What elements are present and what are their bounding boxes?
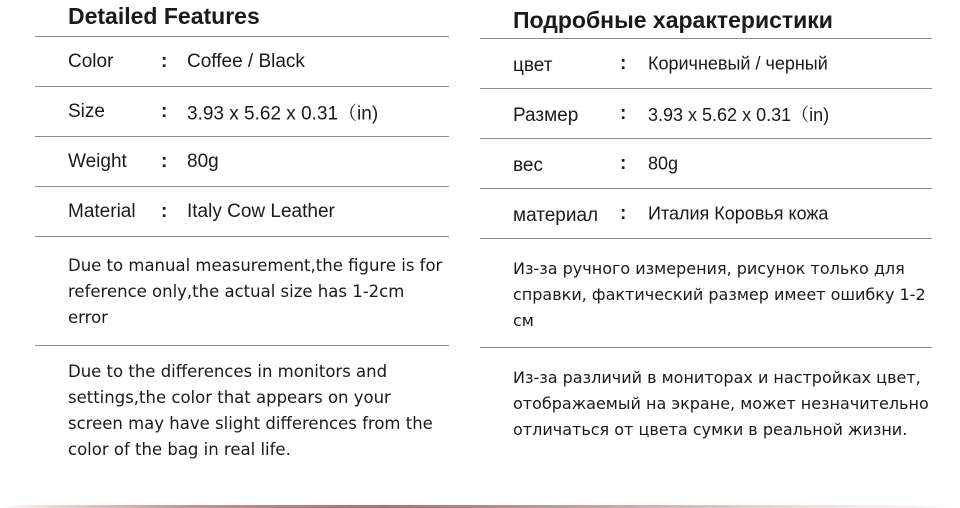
spec-separator: : bbox=[161, 100, 168, 122]
spec-separator: : bbox=[620, 52, 627, 74]
spec-row-color bbox=[480, 39, 932, 89]
note-text: Due to manual measurement,the figure is for reference only,the actual size has 1-2cm error bbox=[68, 256, 443, 327]
note-text: Due to the differences in monitors and settings,the color that appears on your screen may have slight differences from the color of the bag in real life. bbox=[68, 362, 433, 459]
spec-separator: : bbox=[161, 200, 168, 222]
spec-row-weight bbox=[480, 139, 932, 189]
spec-row-color bbox=[35, 37, 449, 87]
spec-value: Coffee / Black bbox=[187, 50, 305, 72]
spec-label: Color bbox=[68, 50, 114, 72]
spec-row-size bbox=[480, 89, 932, 139]
spec-label: материал bbox=[513, 205, 599, 227]
spec-value: Italy Cow Leather bbox=[187, 200, 335, 222]
color-note bbox=[35, 346, 449, 476]
spec-row-size bbox=[35, 87, 449, 137]
spec-label: вес bbox=[513, 155, 543, 177]
measurement-note bbox=[480, 239, 932, 348]
note-text: Из-за ручного измерения, рисунок только для справки, фактический размер имеет ошибку 1-2 см bbox=[513, 259, 926, 330]
spec-value: 80g bbox=[648, 153, 679, 173]
spec-value: 80g bbox=[187, 150, 219, 172]
english-section bbox=[35, 0, 449, 476]
note-text: Из-за различий в мониторах и настройках цвет, отображаемый на экране, может незначительно отличаться от цвета сумки в реальной жизни. bbox=[513, 368, 929, 439]
spec-label: цвет bbox=[513, 55, 553, 77]
section-title: Detailed Features bbox=[68, 3, 260, 29]
spec-value: 3.93 x 5.62 x 0.31（in) bbox=[648, 104, 830, 125]
russian-section bbox=[480, 0, 932, 478]
spec-label: Размер bbox=[513, 105, 579, 127]
spec-separator: : bbox=[161, 150, 168, 172]
spec-separator: : bbox=[620, 202, 627, 224]
spec-row-weight bbox=[35, 137, 449, 187]
spec-row-material bbox=[35, 187, 449, 237]
spec-label: Weight bbox=[68, 150, 127, 172]
spec-value: 3.93 x 5.62 x 0.31（in) bbox=[187, 103, 379, 124]
section-title: Подробные характеристики bbox=[513, 7, 833, 33]
spec-label: Material bbox=[68, 200, 136, 222]
measurement-note bbox=[35, 237, 449, 346]
spec-value: Коричневый / черный bbox=[648, 53, 828, 73]
spec-value: Италия Коровья кожа bbox=[648, 203, 829, 223]
color-note bbox=[480, 348, 932, 478]
spec-label: Size bbox=[68, 100, 105, 122]
spec-row-material bbox=[480, 189, 932, 239]
spec-separator: : bbox=[620, 102, 627, 124]
spec-separator: : bbox=[161, 50, 168, 72]
spec-separator: : bbox=[620, 152, 627, 174]
